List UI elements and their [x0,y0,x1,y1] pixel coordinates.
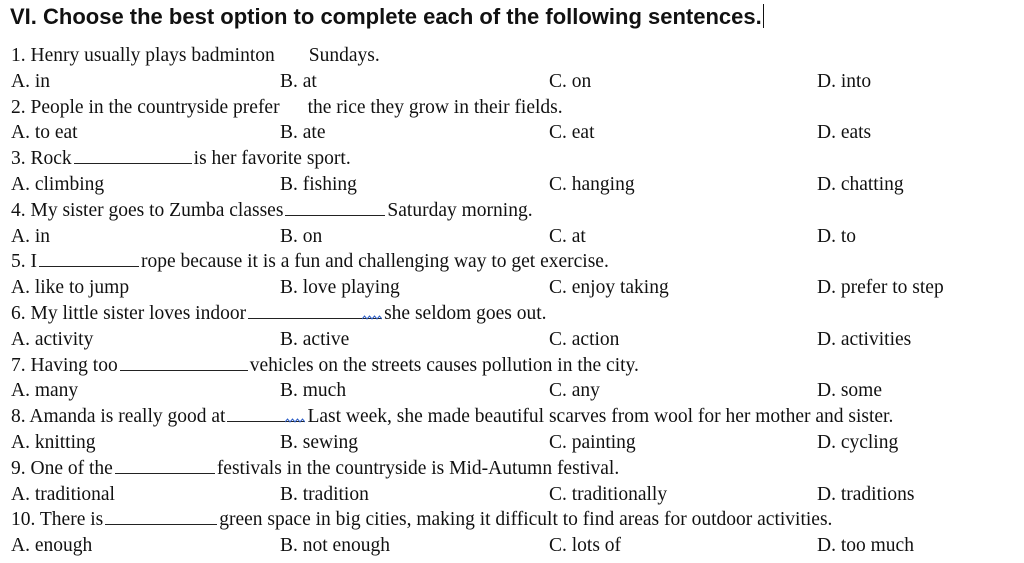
question-3-options [11,172,1021,198]
question-4-before: 4. My sister goes to Zumba classes [11,199,284,221]
question-10-after: green space in big cities, making it difficult to find areas for outdoor activities. [219,509,833,531]
question-7-blank[interactable] [120,354,248,371]
question-10-blank[interactable] [105,508,217,525]
question-1-option-a[interactable]: A. in [11,70,50,92]
question-10-option-b[interactable]: B. not enough [280,535,390,557]
question-2 [11,95,1021,121]
question-5 [11,249,1021,275]
question-5-blank[interactable] [39,250,139,267]
question-1-before: 1. Henry usually plays badminton [11,45,275,66]
question-5-option-b[interactable]: B. love playing [280,277,400,299]
question-10-option-a[interactable]: A. enough [11,535,93,557]
question-9 [11,456,1021,482]
exercise-heading [10,2,764,32]
question-7-options [11,378,1021,404]
question-9-option-a[interactable]: A. traditional [11,483,115,505]
question-8-option-b[interactable]: B. sewing [280,431,358,453]
question-4-blank[interactable] [285,199,385,216]
question-2-option-d[interactable]: D. eats [817,122,872,144]
question-10 [11,507,1021,533]
question-6-option-c[interactable]: C. action [549,328,620,350]
question-7-option-a[interactable]: A. many [11,380,79,402]
question-1-option-c[interactable]: C. on [549,70,592,92]
question-7-option-c[interactable]: C. any [549,380,600,402]
question-9-option-d[interactable]: D. traditions [817,483,915,505]
question-4 [11,198,1021,224]
question-4-after: Saturday morning. [387,199,533,221]
question-10-option-c[interactable]: C. lots of [549,535,622,557]
question-6-before: 6. My little sister loves indoor [11,302,247,324]
spellcheck-squiggle-icon [285,418,305,424]
spellcheck-squiggle-icon [362,315,382,321]
question-6-option-d[interactable]: D. activities [817,328,912,350]
question-3-option-d[interactable]: D. chatting [817,173,904,195]
question-8 [11,404,1021,430]
question-6 [11,301,1021,327]
question-3-option-b[interactable]: B. fishing [280,173,357,195]
question-sheet [11,43,1021,559]
question-8-option-d[interactable]: D. cycling [817,431,899,453]
question-7 [11,353,1021,379]
question-2-options [11,120,1021,146]
question-1 [11,43,1021,69]
question-9-blank[interactable] [115,457,215,474]
question-3 [11,146,1021,172]
question-7-before: 7. Having too [11,354,118,376]
question-6-option-a[interactable]: A. activity [11,328,94,350]
question-5-option-a[interactable]: A. like to jump [11,277,130,299]
question-10-option-d[interactable]: D. too much [817,535,914,557]
question-10-options [11,533,1021,559]
question-5-before: 5. I [11,251,37,273]
question-9-option-b[interactable]: B. tradition [280,483,369,505]
question-3-option-a[interactable]: A. climbing [11,173,105,195]
heading-text: VI. Choose the best option to complete each of the following sentences. [10,4,762,29]
question-1-option-b[interactable]: B. at [280,70,317,92]
question-8-option-a[interactable]: A. knitting [11,431,96,453]
question-6-options [11,327,1021,353]
question-2-option-c[interactable]: C. eat [549,122,595,144]
question-8-option-c[interactable]: C. painting [549,431,636,453]
question-9-options [11,482,1021,508]
question-1-after: Sundays. [308,45,380,66]
question-5-option-d[interactable]: D. prefer to step [817,277,944,299]
question-3-before: 3. Rock [11,148,72,170]
question-4-option-a[interactable]: A. in [11,225,50,247]
question-2-before: 2. People in the countryside prefer [11,96,280,118]
question-3-blank[interactable] [74,147,192,164]
question-3-option-c[interactable]: C. hanging [549,173,635,195]
question-2-after: the rice they grow in their fields. [307,96,563,118]
question-7-option-d[interactable]: D. some [817,380,882,402]
question-8-options [11,430,1021,456]
question-8-before: 8. Amanda is really good at [11,406,226,428]
question-7-option-b[interactable]: B. much [280,380,347,402]
question-5-after: rope because it is a fun and challenging way to get exercise. [141,251,609,273]
question-8-after: Last week, she made beautiful scarves from wool for her mother and sister. [307,406,894,428]
question-6-option-b[interactable]: B. active [280,328,350,350]
question-6-after: she seldom goes out. [384,302,547,324]
question-4-option-c[interactable]: C. at [549,225,586,247]
question-3-after: is her favorite sport. [193,148,351,170]
question-4-option-b[interactable]: B. on [280,225,323,247]
question-5-options [11,275,1021,301]
question-10-before: 10. There is [11,509,104,531]
question-4-option-d[interactable]: D. to [817,225,856,247]
question-5-option-c[interactable]: C. enjoy taking [549,277,669,299]
question-4-options [11,224,1021,250]
question-1-options [11,69,1021,95]
text-cursor [763,4,764,28]
question-2-option-a[interactable]: A. to eat [11,122,78,144]
question-9-after: festivals in the countryside is Mid-Autumn festival. [216,457,620,479]
question-2-option-b[interactable]: B. ate [280,122,326,144]
question-7-after: vehicles on the streets causes pollution in the city. [249,354,639,376]
question-9-option-c[interactable]: C. traditionally [549,483,668,505]
question-1-option-d[interactable]: D. into [817,70,872,92]
question-9-before: 9. One of the [11,457,113,479]
